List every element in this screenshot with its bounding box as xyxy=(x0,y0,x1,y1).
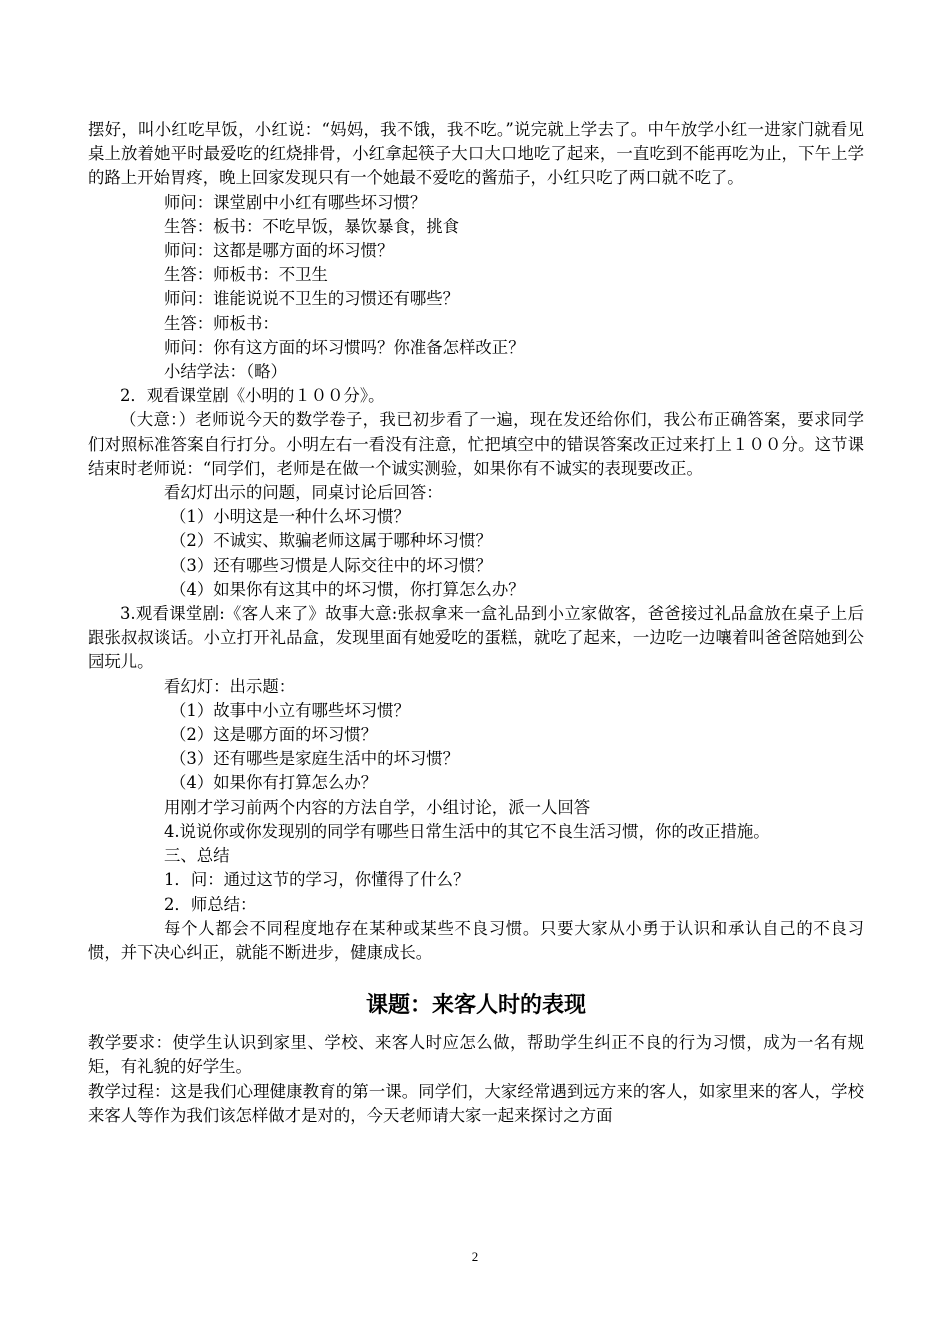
question-line: （3）还有哪些是家庭生活中的坏习惯？ xyxy=(170,749,460,769)
question-line: （1）小明这是一种什么坏习惯？ xyxy=(170,507,410,527)
summary-text: 每个人都会不同程度地存在某种或某些不良习惯。只要大家从小勇于认识和承认自己的不良习惯，并下决心纠正，就能不断进步，健康成长。 xyxy=(88,918,864,962)
item-4: 4.说说你或你发现别的同学有哪些日常生活中的其它不良生活习惯，你的改正措施。 xyxy=(164,821,770,841)
question-line: （2）不诚实、欺骗老师这属于哪种坏习惯？ xyxy=(170,531,492,551)
lesson-title: 课题：来客人时的表现 xyxy=(365,993,586,1019)
document-page xyxy=(88,118,864,1128)
page-number: 2 xyxy=(471,1249,479,1264)
qa-line: 师问：你有这方面的坏习惯吗？你准备怎样改正？ xyxy=(164,337,525,357)
teaching-requirements: 教学要求：使学生认识到家里、学校、来客人时应怎么做，帮助学生纠正不良的行为习惯，成为一名有规矩，有礼貌的好学生。 xyxy=(88,1033,864,1077)
question-line: （2）这是哪方面的坏习惯？ xyxy=(170,725,378,745)
teaching-process: 教学过程：这是我们心理健康教育的第一课。同学们，大家经常遇到远方来的客人，如家里来的客人，学校来客人等作为我们该怎样做才是对的，今天老师请大家一起来探讨之方面 xyxy=(88,1081,864,1125)
item-3-method: 用刚才学习前两个内容的方法自学，小组讨论，派一人回答 xyxy=(164,797,591,817)
summary-teacher: 2．师总结： xyxy=(164,894,257,914)
qa-line: 生答：师板书：不卫生 xyxy=(164,265,328,285)
question-line: （1）故事中小立有哪些坏习惯？ xyxy=(170,700,410,720)
question-line: （4）如果你有打算怎么办？ xyxy=(170,773,378,793)
qa-line: 师问：课堂剧中小红有哪些坏习惯？ xyxy=(164,192,427,212)
item-2-heading: 2．观看课堂剧《小明的１００分》。 xyxy=(120,386,385,406)
item-3-story: 3.观看课堂剧:《客人来了》故事大意:张叔拿来一盒礼品到小立家做客，爸爸接过礼品盒放在桌子上后跟张叔叔谈话。小立打开礼品盒，发现里面有她爱吃的蛋糕，就吃了起来，一边吃一边嚷着叫爸爸陪她到公园玩儿。 xyxy=(88,604,864,672)
qa-line: 师问：谁能说说不卫生的习惯还有哪些？ xyxy=(164,289,460,309)
qa-line: 师问：这都是哪方面的坏习惯？ xyxy=(164,241,394,261)
question-line: （4）如果你有这其中的坏习惯，你打算怎么办？ xyxy=(170,579,525,599)
qa-line: 生答：师板书： xyxy=(164,313,279,333)
summary-question: 1．问：通过这节的学习，你懂得了什么？ xyxy=(164,870,470,890)
story-paragraph: 摆好，叫小红吃早饭，小红说：“妈妈，我不饿，我不吃。”说完就上学去了。中午放学小红一进家门就看见桌上放着她平时最爱吃的红烧排骨，小红拿起筷子大口大口地吃了起来，一直吃到不能再吃为止，下午上学的路上开始胃疼，晚上回家发现只有一个她最不爱吃的酱茄子，小红只吃了两口就不吃了。 xyxy=(88,120,864,188)
qa-line: 生答：板书：不吃早饭，暴饮暴食，挑食 xyxy=(164,216,460,236)
item-3-prompt: 看幻灯：出示题： xyxy=(164,676,296,696)
question-line: （3）还有哪些习惯是人际交往中的坏习惯？ xyxy=(170,555,492,575)
item-2-prompt: 看幻灯出示的问题，同桌讨论后回答： xyxy=(164,483,443,503)
qa-line: 小结学法：（略） xyxy=(164,362,287,382)
section-heading-summary: 三、总结 xyxy=(164,846,230,866)
item-2-story: （大意：）老师说今天的数学卷子，我已初步看了一遍，现在发还给你们，我公布正确答案，要求同学们对照标准答案自行打分。小明左右一看没有注意，忙把填空中的错误答案改正过来打上１００分。这节课结束时老师说：“同学们，老师是在做一个诚实测验，如果你有不诚实的表现要改正。 xyxy=(88,410,864,478)
